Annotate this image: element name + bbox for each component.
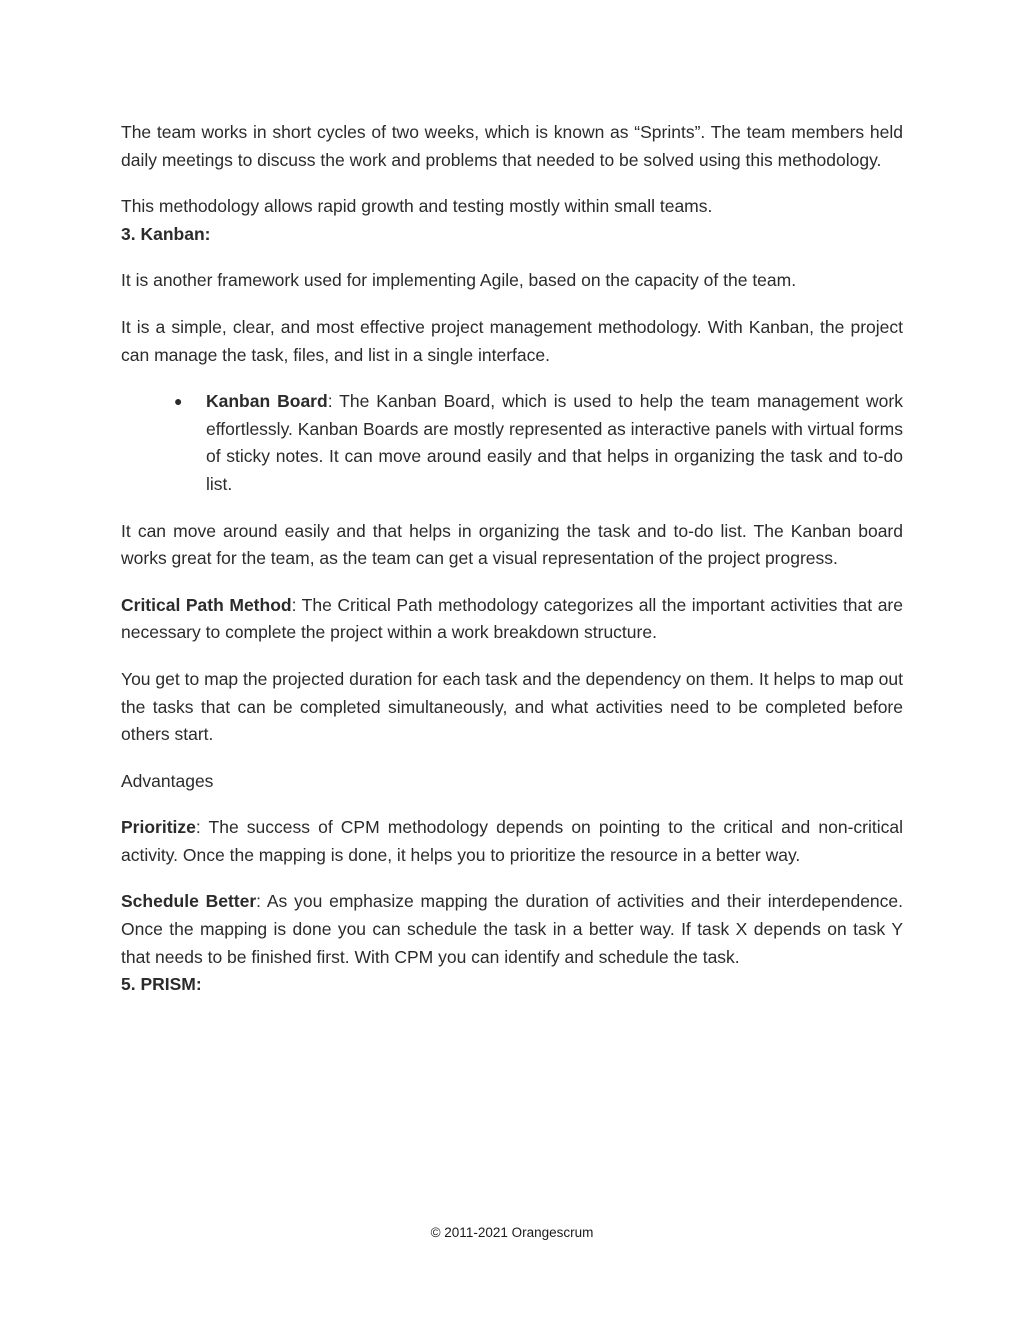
document-page — [121, 119, 903, 999]
kanban-heading: 3. Kanban: — [121, 223, 211, 244]
kanban-move-paragraph: It can move around easily and that helps in organizing the task and to-do list. The Kanban board works great for the team, as the team can get a visual representation of the project progress. — [121, 520, 903, 569]
schedule-text: : As you emphasize mapping the duration of activities and their interdependence. Once the mapping is done you can schedule the task in a better way. If task X depends on task Y that needs to be finished first. With CPM you can identify and schedule the task. — [121, 891, 904, 967]
schedule-term: Schedule Better — [121, 891, 257, 912]
advantages-label: Advantages — [121, 770, 214, 791]
prioritize-term: Prioritize — [121, 817, 196, 838]
prioritize-paragraph — [121, 814, 903, 869]
rapid-growth-paragraph: This methodology allows rapid growth and testing mostly within small teams. — [121, 196, 713, 217]
prioritize-text: : The success of CPM methodology depends on pointing to the critical and non-critical activity. Once the mapping is done, it helps you to prioritize the resource in a better way. — [121, 817, 903, 865]
sprints-paragraph: The team works in short cycles of two weeks, which is known as “Sprints”. The team members held daily meetings to discuss the work and problems that needed to be solved using this methodology. — [121, 122, 903, 170]
kanban-board-bullet — [174, 388, 903, 498]
cpm-text: : The Critical Path methodology categorizes all the important activities that are necessary to complete the project within a work breakdown structure. — [121, 594, 903, 643]
kanban-simple-paragraph: It is a simple, clear, and most effective project management methodology. With Kanban, the project can manage the task, files, and list in a single interface. — [121, 316, 903, 365]
bullet-icon: ● — [174, 393, 183, 410]
kanban-board-term: Kanban Board — [206, 391, 328, 412]
cpm-map-paragraph: You get to map the projected duration for each task and the dependency on them. It helps to map out the tasks that can be completed simultaneously, and what activities need to be completed before others start. — [121, 668, 903, 745]
kanban-bullet-list — [121, 388, 903, 498]
prism-heading: 5. PRISM: — [121, 974, 202, 995]
copyright-footer: © 2011-2021 Orangescrum — [430, 1225, 594, 1240]
cpm-paragraph — [121, 592, 903, 647]
cpm-term: Critical Path Method — [121, 594, 292, 615]
kanban-board-text: : The Kanban Board, which is used to help the team management work effortlessly. Kanban Boards are mostly represented as interactive panels with virtual forms of sticky notes. It can move around easily and that helps in organizing the task and to-do list. — [206, 391, 903, 494]
kanban-framework-paragraph: It is another framework used for implementing Agile, based on the capacity of the team. — [121, 270, 797, 291]
schedule-paragraph — [121, 888, 903, 971]
